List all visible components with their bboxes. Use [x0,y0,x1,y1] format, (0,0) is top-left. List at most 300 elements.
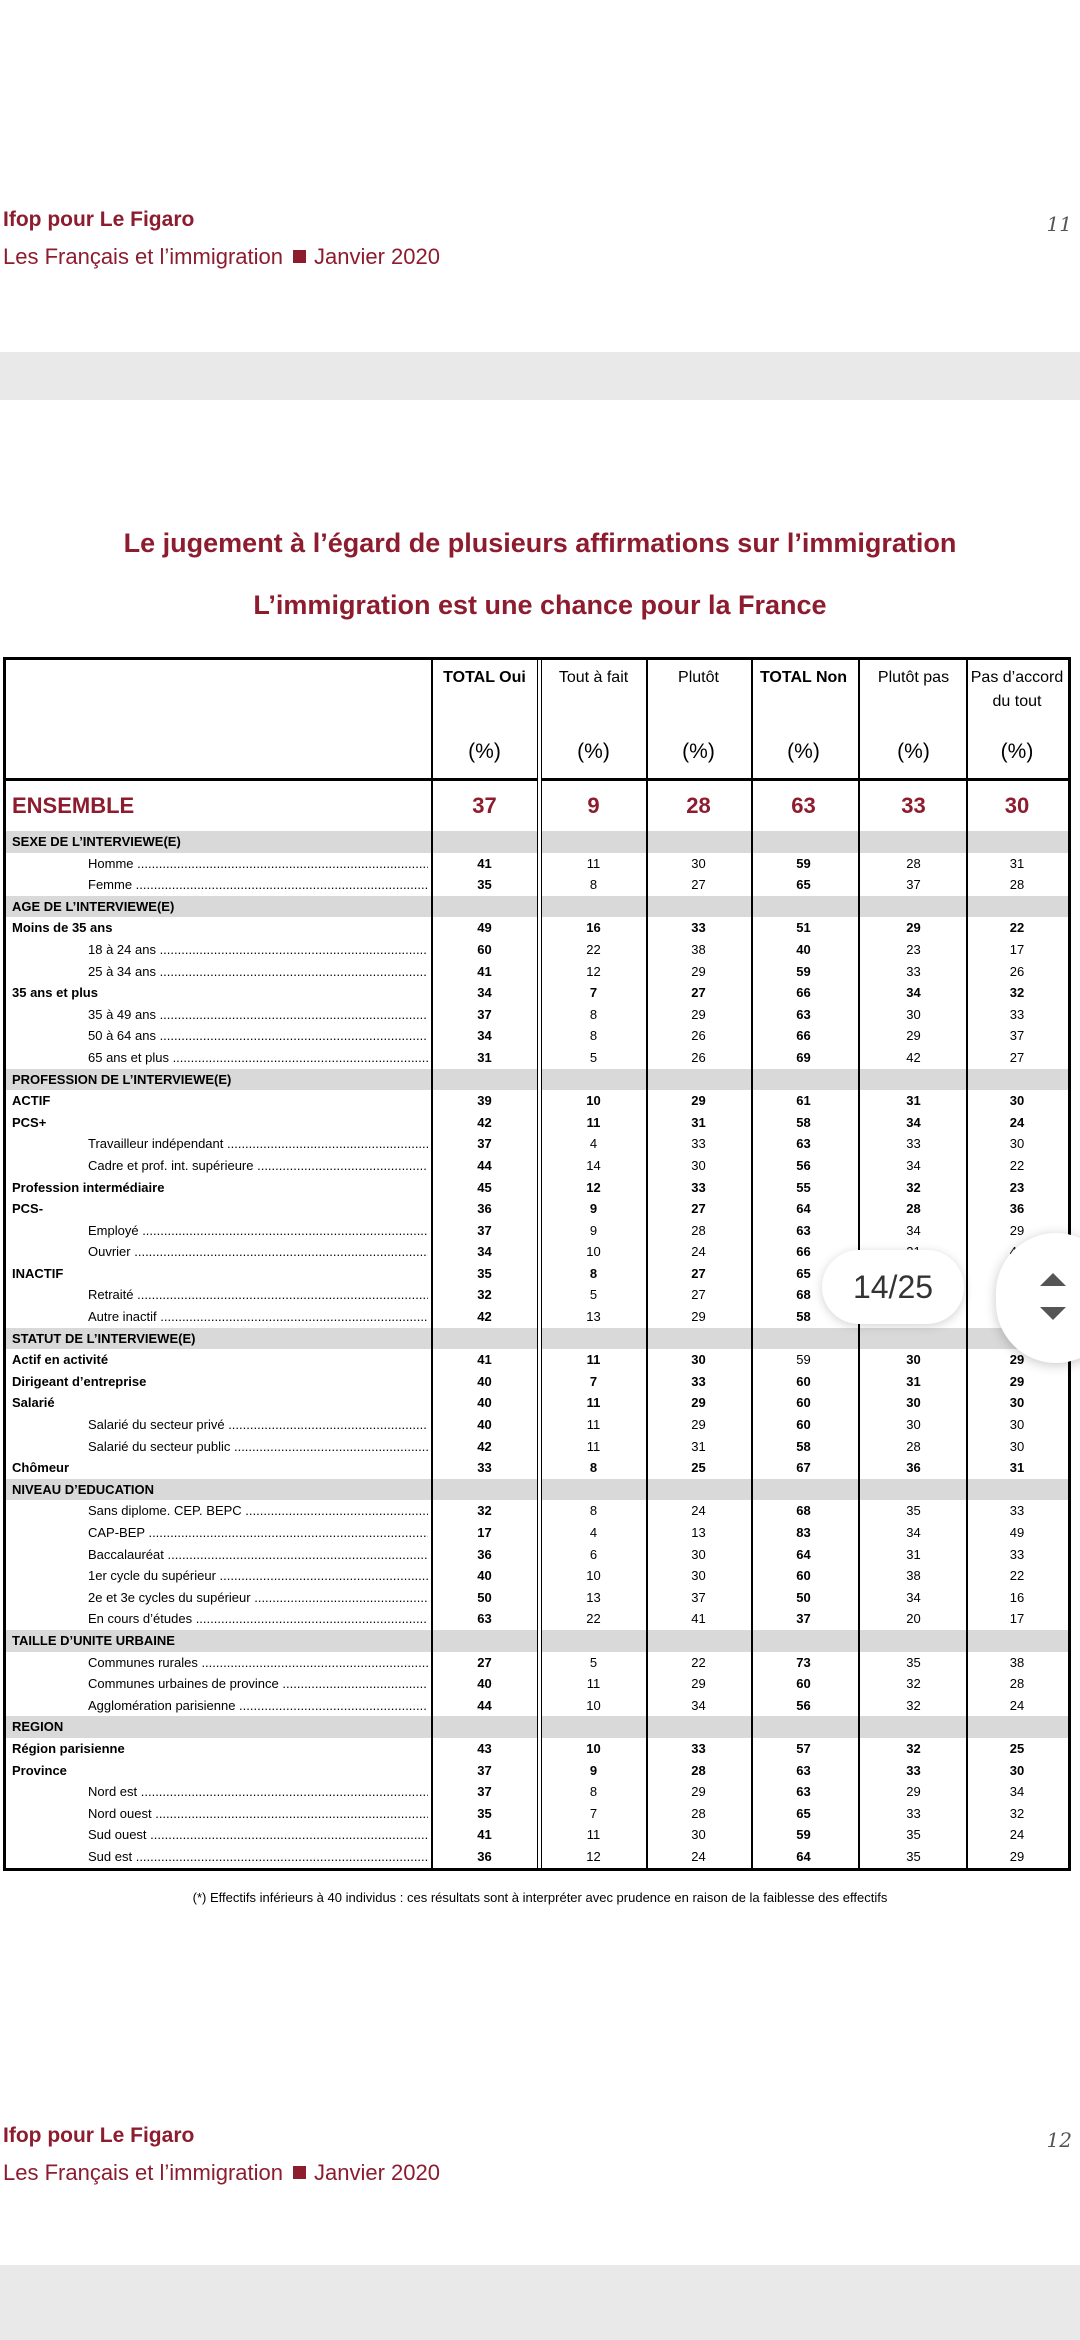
row-label: Communes urbaines de province ..... [88,1673,428,1695]
cell-value: 30 [1009,1093,1025,1109]
cell-value: 11 [586,1827,601,1843]
cell-value: 34 [1009,1784,1025,1800]
table-title: Le jugement à l’égard de plusieurs affirmations sur l’immigration [123,528,957,558]
cell-value: 8 [589,1460,598,1476]
cell-value: 34 [906,1222,921,1238]
cell-value: 7 [589,1373,598,1389]
row-label: Salarié du secteur public ..... [88,1436,428,1458]
cell-value: 24 [1009,1114,1025,1130]
cell-value: 68 [796,1287,811,1303]
cell-value: 63 [796,1762,811,1778]
cell-value: 23 [1009,1179,1025,1195]
column-unit-5: (%) [897,740,930,763]
column-unit-6: (%) [1000,740,1034,763]
cell-value: 30 [691,1827,706,1843]
cell-value: 64 [796,1201,811,1217]
cell-value: 37 [1009,1028,1025,1044]
cell-value: 17 [477,1525,492,1540]
row-label: Nord est ..... [88,1781,428,1803]
row-label: Retraité ..... [88,1284,428,1306]
cell-value: 31 [691,1438,706,1454]
column-divider [966,660,968,1868]
square-bullet-icon [293,2166,306,2179]
cell-value: 7 [589,985,598,1001]
cell-value: 29 [691,1006,706,1022]
cell-value: 10 [586,1568,601,1584]
footnote: (*) Effectifs inférieurs à 40 individus : ces résultats sont à interpréter avec prudence en raison de la faiblesse des effectifs [192,1890,888,1905]
row-label: ENSEMBLE [12,793,135,818]
cell-value: 33 [906,963,921,979]
cell-value: 34 [906,985,921,1001]
cell-value: 40 [477,1373,492,1389]
cell-value: 35 [906,1848,921,1864]
cell-value: 66 [796,1028,811,1044]
row-label: Travailleur indépendant ..... [88,1133,428,1155]
row-label: 2e et 3e cycles du supérieur ..... [88,1587,428,1609]
cell-value: 59 [796,963,811,979]
cell-value: 20 [906,1611,921,1627]
cell-value: 27 [691,1287,706,1303]
cell-value: 33 [691,1373,706,1389]
cell-value: 64 [796,1848,811,1864]
column-header-5: Plutôt pas [877,669,950,686]
cell-value: 24 [1009,1827,1025,1843]
page-12 [0,400,1080,2260]
cell-value: 29 [906,920,921,936]
cell-value: 11 [586,1438,601,1454]
cell-value: 73 [796,1654,811,1670]
cell-value: 37 [472,793,497,818]
cell-value: 33 [691,1136,706,1152]
cell-value: 58 [796,1114,811,1130]
cell-value: 29 [906,1028,921,1044]
cell-value: 29 [691,963,706,979]
cell-value: 30 [1009,1438,1025,1454]
cell-value: 33 [477,1460,492,1476]
cell-value: 34 [906,1114,921,1130]
cell-value: 26 [691,1028,706,1044]
cell-value: 67 [796,1460,811,1476]
cell-value: 30 [906,1352,921,1368]
cell-value: 60 [796,1417,811,1433]
cell-value: 35 [906,1503,921,1519]
column-divider [537,660,542,1868]
cell-value: 66 [796,985,811,1001]
column-header-4: TOTAL Non [759,669,848,686]
cell-value: 29 [906,1784,921,1800]
cell-value: 58 [796,1309,811,1325]
row-label: Cadre et prof. int. supérieure ..... [88,1155,428,1177]
cell-value: 27 [691,877,706,893]
cell-value: 42 [906,1049,921,1065]
page-number-top: 11 [1046,212,1072,236]
cell-value: 41 [477,963,492,979]
row-label: ACTIF [12,1093,51,1109]
header-subtitle-right: Janvier 2020 [313,244,440,269]
row-label: Actif en activité [12,1352,109,1368]
cell-value: 11 [586,1352,601,1368]
cell-value: 37 [477,1006,492,1022]
row-label: STATUT DE L’INTERVIEWE(E) [12,1330,196,1346]
cell-value: 34 [906,1157,921,1173]
row-label: AGE DE L’INTERVIEWE(E) [12,898,175,914]
column-header-1: TOTAL Oui [443,669,526,686]
cell-value: 65 [796,1265,811,1281]
cell-value: 33 [906,1762,921,1778]
cell-value: 30 [1009,1136,1025,1152]
cell-value: 44 [477,1157,492,1173]
cell-value: 5 [589,1287,598,1303]
column-unit-2: (%) [577,740,610,763]
cell-value: 11 [586,1395,601,1411]
cell-value: 40 [477,1395,492,1411]
row-label: Région parisienne [12,1740,125,1756]
cell-value: 29 [1009,1352,1025,1368]
cell-value: 8 [589,1006,598,1022]
cell-value: 30 [691,1568,706,1584]
cell-value: 50 [477,1589,492,1605]
cell-value: 63 [477,1611,492,1627]
cell-value: 27 [691,1201,706,1217]
cell-value: 41 [477,1352,492,1368]
row-label: Sud est ..... [88,1846,428,1868]
row-label: 18 à 24 ans ..... [88,939,428,961]
cell-value: 29 [691,1093,706,1109]
cell-value: 4 [589,1136,598,1152]
cell-value: 5 [589,1049,598,1065]
cell-value: 22 [586,941,601,957]
cell-value: 22 [1009,920,1025,936]
chevron-up-icon[interactable] [1040,1273,1066,1286]
cell-value: 27 [1009,1049,1025,1065]
cell-value: 45 [477,1179,492,1195]
cell-value: 17 [1009,941,1025,957]
column-unit-1: (%) [468,740,501,763]
row-label: Moins de 35 ans [12,920,113,936]
cell-value: 16 [586,920,601,936]
cell-value: 13 [586,1589,601,1605]
column-divider [431,660,433,1868]
row-label: INACTIF [12,1265,64,1281]
cell-value: 42 [477,1438,492,1454]
cell-value: 40 [796,941,811,957]
page-12-next-header [0,2090,1080,2265]
cell-value: 31 [477,1049,492,1065]
cell-value: 33 [691,1179,706,1195]
cell-value: 36 [1009,1201,1025,1217]
cell-value: 24 [691,1503,706,1519]
cell-value: 36 [477,1201,492,1217]
cell-value: 60 [796,1568,811,1584]
row-label: Chômeur [12,1460,70,1476]
cell-value: 28 [691,1805,706,1821]
cell-value: 30 [1009,1395,1025,1411]
cell-value: 25 [1009,1740,1025,1756]
cell-value: 26 [691,1049,706,1065]
row-label: 25 à 34 ans ..... [88,961,428,983]
cell-value: 31 [1009,1460,1025,1476]
cell-value: 7 [589,1805,598,1821]
cell-value: 13 [691,1525,706,1540]
cell-value: 69 [796,1049,811,1065]
page-11 [0,0,1080,352]
cell-value: 10 [586,1244,601,1260]
cell-value: 30 [691,855,706,871]
cell-value: 65 [796,1805,811,1821]
row-label: Sans diplome. CEP. BEPC ..... [88,1500,428,1522]
cell-value: 35 [477,1805,492,1821]
cell-value: 31 [906,1373,921,1389]
cell-value: 33 [1009,1006,1025,1022]
row-label: PROFESSION DE L’INTERVIEWE(E) [12,1071,232,1087]
cell-value: 39 [477,1093,492,1109]
cell-value: 9 [587,793,600,818]
cell-value: 11 [586,1417,601,1433]
cell-value: 8 [589,1784,598,1800]
cell-value: 34 [477,1028,492,1044]
column-header-6: Pas d’accord du tout [970,669,1064,710]
cell-value: 33 [691,920,706,936]
cell-value: 8 [589,1265,598,1281]
cell-value: 43 [477,1740,492,1756]
cell-value: 41 [477,1827,492,1843]
row-label: Salarié du secteur privé ..... [88,1414,428,1436]
header-subtitle-bottom [3,2160,440,2186]
cell-value: 30 [691,1546,706,1562]
cell-value: 30 [906,1417,921,1433]
cell-value: 41 [691,1611,706,1627]
cell-value: 30 [1004,793,1030,818]
cell-value: 12 [586,1848,601,1864]
header-subtitle-left: Les Français et l’immigration [3,244,283,269]
cell-value: 30 [691,1352,706,1368]
cell-value: 60 [477,941,492,957]
cell-value: 29 [1009,1222,1025,1238]
cell-value: 30 [1009,1417,1025,1433]
column-divider [646,660,648,1868]
row-label: REGION [12,1719,64,1735]
row-label: CAP-BEP ..... [88,1522,428,1544]
cell-value: 29 [691,1417,706,1433]
cell-value: 30 [691,1157,706,1173]
cell-value: 37 [477,1784,492,1800]
cell-value: 34 [691,1697,706,1713]
row-label: Autre inactif ..... [88,1306,428,1328]
row-label: Agglomération parisienne ..... [88,1695,428,1717]
cell-value: 29 [691,1309,706,1325]
cell-value: 16 [1009,1589,1025,1605]
row-label: TAILLE D’UNITE URBAINE [12,1632,175,1648]
cell-value: 35 [477,877,492,893]
cell-value: 10 [586,1740,601,1756]
cell-value: 24 [691,1244,706,1260]
cell-value: 31 [906,1093,921,1109]
cell-value: 34 [477,985,492,1001]
cell-value: 40 [477,1676,492,1692]
cell-value: 31 [691,1114,706,1130]
cell-value: 24 [691,1848,706,1864]
cell-value: 37 [691,1589,706,1605]
cell-value: 49 [1009,1525,1025,1540]
cell-value: 50 [796,1589,811,1605]
cell-value: 44 [477,1697,492,1713]
cell-value: 83 [796,1525,811,1540]
cell-value: 31 [906,1546,921,1562]
cell-value: 30 [1009,1762,1025,1778]
cell-value: 33 [1009,1503,1025,1519]
cell-value: 6 [589,1546,598,1562]
cell-value: 4 [589,1525,598,1540]
cell-value: 9 [589,1201,598,1217]
cell-value: 8 [589,1503,598,1519]
cell-value: 33 [691,1740,706,1756]
cell-value: 24 [1009,1697,1025,1713]
cell-value: 49 [477,920,492,936]
cell-value: 55 [796,1179,811,1195]
cell-value: 63 [796,1136,811,1152]
cell-value: 5 [589,1654,598,1670]
row-label: En cours d’études ..... [88,1608,428,1630]
cell-value: 37 [477,1222,492,1238]
row-label: Baccalauréat ..... [88,1544,428,1566]
cell-value: 12 [586,1179,601,1195]
cell-value: 35 [477,1265,492,1281]
cell-value: 63 [791,793,816,818]
cell-value: 51 [796,920,811,936]
row-label: Femme ..... [88,874,428,896]
header-brand-bottom: Ifop pour Le Figaro [3,2124,195,2147]
cell-value: 34 [477,1244,492,1260]
cell-value: 22 [1009,1568,1025,1584]
cell-value: 14 [586,1157,601,1173]
row-label: 35 ans et plus [12,985,98,1001]
cell-value: 33 [901,793,926,818]
cell-value: 42 [477,1309,492,1325]
cell-value: 29 [691,1676,706,1692]
header-subtitle-right-bottom: Janvier 2020 [313,2160,440,2185]
row-label: PCS- [12,1201,44,1217]
cell-value: 38 [1009,1654,1025,1670]
cell-value: 28 [906,1438,921,1454]
cell-value: 29 [1009,1848,1025,1864]
cell-value: 32 [1009,1805,1025,1821]
cell-value: 32 [906,1740,921,1756]
cell-value: 38 [691,941,706,957]
cell-value: 28 [691,1222,706,1238]
cell-value: 32 [477,1503,492,1519]
cell-value: 32 [906,1697,921,1713]
cell-value: 10 [586,1093,601,1109]
cell-value: 63 [796,1222,811,1238]
cell-value: 29 [1009,1373,1025,1389]
row-label: Ouvrier ..... [88,1241,428,1263]
cell-value: 8 [589,1028,598,1044]
cell-value: 28 [686,793,711,818]
cell-value: 8 [589,877,598,893]
cell-value: 29 [691,1784,706,1800]
cell-value: 28 [906,855,921,871]
row-label: 35 à 49 ans ..... [88,1004,428,1026]
cell-value: 61 [796,1093,811,1109]
cell-value: 31 [1009,855,1025,871]
page-indicator: 14/25 [822,1250,964,1324]
cell-value: 28 [691,1762,706,1778]
cell-value: 25 [691,1460,706,1476]
row-label: Province [12,1762,67,1778]
cell-value: 26 [1009,963,1025,979]
cell-value: 57 [796,1740,811,1756]
cell-value: 32 [1009,985,1025,1001]
cell-value: 32 [906,1676,921,1692]
page-number-bottom: 12 [1046,2128,1072,2152]
row-label: PCS+ [12,1114,47,1130]
row-label: 65 ans et plus ..... [88,1047,428,1069]
cell-value: 28 [906,1201,921,1217]
cell-value: 11 [586,1114,601,1130]
cell-value: 35 [906,1654,921,1670]
cell-value: 66 [796,1244,811,1260]
cell-value: 32 [477,1287,492,1303]
cell-value: 59 [796,1827,811,1843]
cell-value: 30 [906,1395,921,1411]
row-label: Profession intermédiaire [12,1179,165,1195]
cell-value: 37 [906,877,921,893]
cell-value: 37 [796,1611,811,1627]
cell-value: 34 [906,1589,921,1605]
row-label: NIVEAU D’EDUCATION [12,1481,155,1497]
cell-value: 28 [1009,1676,1025,1692]
row-label: 50 à 64 ans ..... [88,1025,428,1047]
header-subtitle-left-bottom: Les Français et l’immigration [3,2160,283,2185]
column-unit-4: (%) [787,740,820,763]
cell-value: 36 [477,1848,492,1864]
cell-value: 33 [906,1136,921,1152]
header-subtitle [3,244,440,270]
cell-value: 27 [691,1265,706,1281]
row-label: Salarié [12,1395,55,1411]
row-label: 1er cycle du supérieur ..... [88,1565,428,1587]
cell-value: 22 [691,1654,706,1670]
row-label: Employé ..... [88,1220,428,1242]
cell-value: 9 [589,1222,598,1238]
square-bullet-icon [293,250,306,263]
cell-value: 59 [796,1352,811,1368]
column-header-2: Tout à fait [558,669,629,686]
chevron-down-icon[interactable] [1040,1307,1066,1320]
cell-value: 22 [1009,1157,1025,1173]
cell-value: 59 [796,855,811,871]
cell-value: 34 [906,1525,921,1540]
cell-value: 11 [586,1676,601,1692]
cell-value: 42 [477,1114,492,1130]
row-label: Sud ouest ..... [88,1824,428,1846]
cell-value: 35 [906,1827,921,1843]
cell-value: 60 [796,1395,811,1411]
cell-value: 65 [796,877,811,893]
column-divider [751,660,753,1868]
cell-value: 27 [477,1654,492,1670]
cell-value: 9 [589,1762,598,1778]
cell-value: 40 [477,1417,492,1433]
cell-value: 37 [477,1762,492,1778]
cell-value: 22 [586,1611,601,1627]
cell-value: 32 [906,1179,921,1195]
row-label: Dirigeant d’entreprise [12,1373,147,1389]
cell-value: 27 [691,985,706,1001]
cell-value: 36 [906,1460,921,1476]
cell-value: 29 [691,1395,706,1411]
cell-value: 63 [796,1784,811,1800]
